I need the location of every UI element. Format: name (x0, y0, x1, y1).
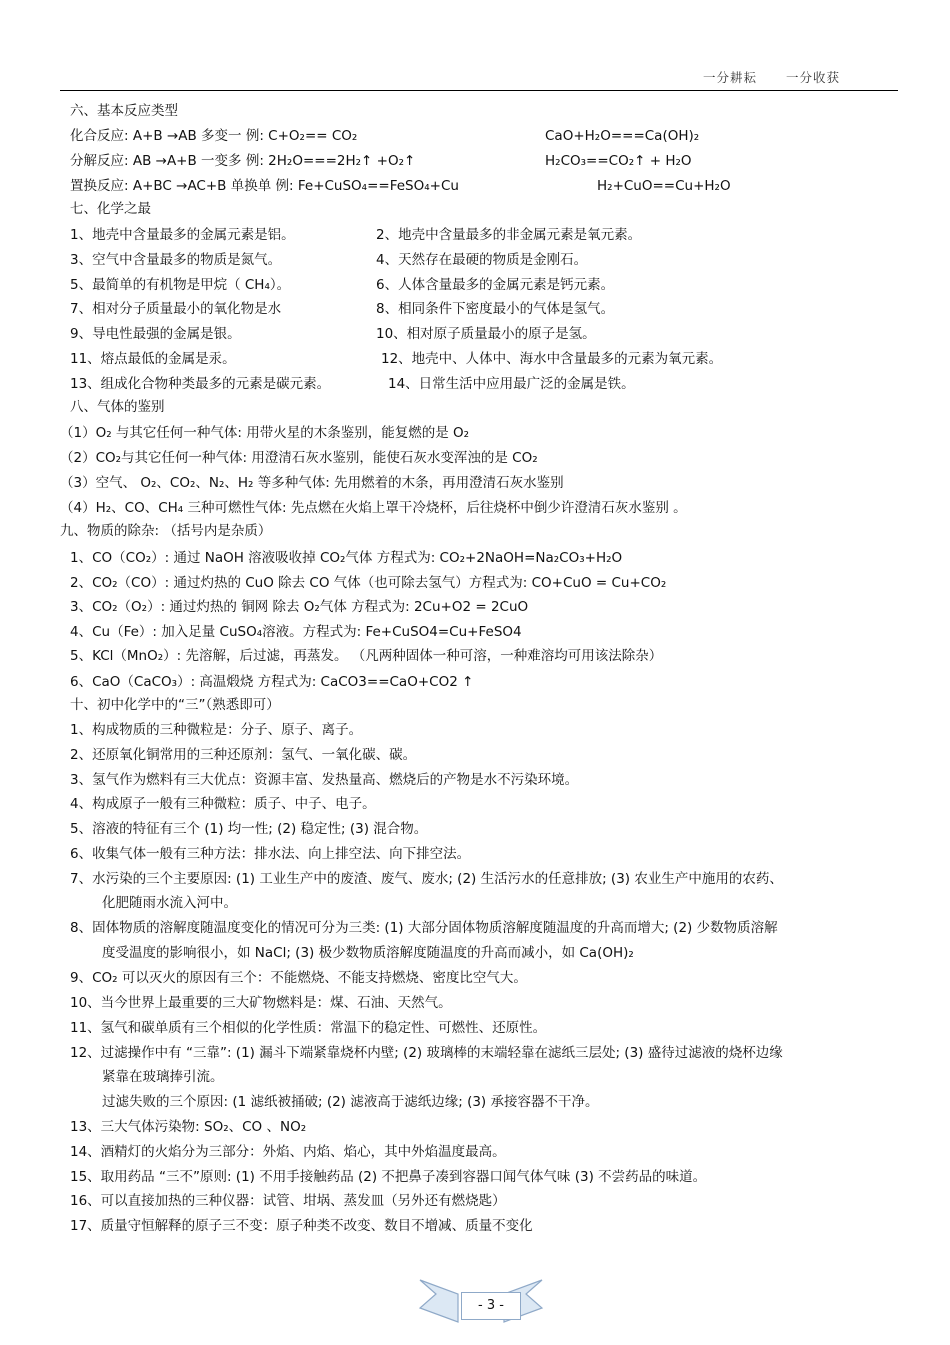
text-line (60, 499, 687, 517)
line-text: 置换反应: A+BC →AC+B 单换单 例: Fe+CuSO₄==FeSO₄+Cu (70, 178, 459, 194)
line-text: 九、物质的除杂: （括号内是杂质） (60, 523, 272, 539)
header-right: 一分收获 (785, 70, 840, 85)
line-text: 1、CO（CO₂）: 通过 NaOH 溶液吸收掉 CO₂气体 方程式为: CO₂+2NaOH=Na₂CO₃+H₂O (70, 550, 623, 566)
line-text-col2: 14、日常生活中应用最广泛的金属是铁。 (388, 376, 635, 392)
text-line (60, 522, 271, 540)
line-text-col2: 6、人体含量最多的金属元素是钙元素。 (376, 277, 615, 293)
line-text-col2: H₂CO₃==CO₂↑ + H₂O (545, 153, 692, 169)
line-text: 16、可以直接加热的三种仪器：试管、坩埚、蒸发皿（另外还有燃烧匙） (70, 1193, 506, 1209)
text-line (70, 1168, 706, 1186)
text-line (70, 820, 427, 838)
header-rule (60, 90, 898, 91)
text-line (70, 251, 281, 269)
line-text: 2、CO₂（CO）: 通过灼热的 CuO 除去 CO 气体（也可除去氢气）方程式为: CO+CuO = Cu+CO₂ (70, 575, 667, 591)
text-line (70, 746, 416, 764)
text-line (102, 894, 237, 912)
text-line (102, 1093, 599, 1111)
line-text: 八、气体的鉴别 (70, 399, 165, 415)
line-text: 6、收集气体一般有三种方法：排水法、向上排空法、向下排空法。 (70, 846, 471, 862)
text-line (70, 102, 178, 120)
line-text: 9、CO₂ 可以灭火的原因有三个：不能燃烧、不能支持燃烧、密度比空气大。 (70, 970, 527, 986)
line-text: 4、Cu（Fe）: 加入足量 CuSO₄溶液。方程式为: Fe+CuSO4=Cu+FeSO4 (70, 624, 522, 640)
line-text: （3）空气、 O₂、CO₂、N₂、H₂ 等多种气体: 先用燃着的木条，再用澄清石灰水鉴别 (60, 475, 564, 491)
text-line (70, 845, 470, 863)
line-text: 11、氢气和碳单质有三个相似的化学性质：常温下的稳定性、可燃性、还原性。 (70, 1020, 547, 1036)
line-text-col2: 8、相同条件下密度最小的气体是氢气。 (376, 301, 615, 317)
text-line (102, 1068, 224, 1086)
line-text: 化合反应: A+B →AB 多变一 例: C+O₂== CO₂ (70, 128, 358, 144)
text-line (70, 1118, 306, 1136)
line-text-col2: 4、天然存在最硬的物质是金刚石。 (376, 252, 588, 268)
text-line (70, 226, 295, 244)
line-text: 7、相对分子质量最小的氧化物是水 (70, 301, 282, 317)
text-line (70, 276, 290, 294)
line-text: 17、质量守恒解释的原子三不变：原子种类不改变、数目不增减、质量不变化 (70, 1218, 533, 1234)
text-line (70, 152, 415, 170)
line-text: 7、水污染的三个主要原因: (1) 工业生产中的废渣、废气、废水; (2) 生活污水的任意排放; (3) 农业生产中施用的农药、 (70, 871, 783, 887)
text-line (70, 721, 362, 739)
line-text: 10、当今世界上最重要的三大矿物燃料是：煤、石油、天然气。 (70, 995, 452, 1011)
line-text: 紧靠在玻璃捧引流。 (102, 1069, 224, 1085)
text-line (70, 1143, 506, 1161)
text-line (102, 944, 634, 962)
line-text: 9、导电性最强的金属是银。 (70, 326, 241, 342)
text-line (70, 1192, 506, 1210)
text-line (70, 350, 236, 368)
text-line (70, 574, 666, 592)
text-line (60, 449, 538, 467)
page-number: - 3 - (461, 1292, 521, 1320)
text-line (70, 795, 376, 813)
line-text: 2、还原氧化铜常用的三种还原剂：氢气、一氧化碳、碳。 (70, 747, 417, 763)
text-line (70, 1217, 533, 1235)
line-text-col2: 10、相对原子质量最小的原子是氢。 (376, 326, 596, 342)
line-text: 3、CO₂（O₂）: 通过灼热的 铜网 除去 O₂气体 方程式为: 2Cu+O2 = 2CuO (70, 599, 529, 615)
header-left: 一分耕耘 (702, 70, 757, 85)
text-line (70, 598, 528, 616)
line-text: 11、熔点最低的金属是汞。 (70, 351, 236, 367)
line-text: 5、最简单的有机物是甲烷（ CH₄）。 (70, 277, 291, 293)
text-line (70, 994, 452, 1012)
line-text: 6、CaO（CaCO₃）: 高温煅烧 方程式为: CaCO3==CaO+CO2 ↑ (70, 674, 474, 690)
line-text: 13、组成化合物种类最多的元素是碳元素。 (70, 376, 331, 392)
text-line (70, 771, 578, 789)
line-text-col2: CaO+H₂O===Ca(OH)₂ (545, 128, 700, 144)
text-line (70, 673, 473, 691)
line-text: 15、取用药品 “三不”原则: (1) 不用手接触药品 (2) 不把鼻子凑到容器口闻气体气味 (3) 不尝药品的味道。 (70, 1169, 707, 1185)
text-line (70, 623, 522, 641)
line-text: （4）H₂、CO、CH₄ 三种可燃性气体: 先点燃在火焰上罩干冷烧杯，后往烧杯中倒少许澄清石灰水鉴别 。 (60, 500, 687, 516)
text-line (60, 474, 564, 492)
text-line (70, 200, 151, 218)
text-line (70, 1019, 546, 1037)
text-line (70, 919, 778, 937)
line-text: 12、过滤操作中有 “三靠”: (1) 漏斗下端紧靠烧杯内壁; (2) 玻璃棒的末端轻靠在滤纸三层处; (3) 盛待过滤液的烧杯边缘 (70, 1045, 783, 1061)
line-text: （1）O₂ 与其它任何一种气体: 用带火星的木条鉴别，能复燃的是 O₂ (60, 425, 470, 441)
line-text: 十、初中化学中的“三”（熟悉即可） (70, 697, 280, 713)
line-text-col2: 2、地壳中含量最多的非金属元素是氧元素。 (376, 227, 642, 243)
line-text: 13、三大气体污染物: SO₂、CO 、NO₂ (70, 1119, 307, 1135)
text-line (70, 696, 280, 714)
line-text: 5、溶液的特征有三个 (1) 均一性; (2) 稳定性; (3) 混合物。 (70, 821, 428, 837)
line-text-col2: H₂+CuO==Cu+H₂O (597, 178, 731, 194)
line-text: 1、地壳中含量最多的金属元素是铝。 (70, 227, 295, 243)
line-text: 1、构成物质的三种微粒是：分子、原子、离子。 (70, 722, 363, 738)
text-line (70, 549, 622, 567)
line-text: 化肥随雨水流入河中。 (102, 895, 237, 911)
line-text-col2: 12、地壳中、人体中、海水中含量最多的元素为氧元素。 (381, 351, 723, 367)
text-line (70, 325, 241, 343)
text-line (70, 127, 357, 145)
line-text: （2）CO₂与其它任何一种气体: 用澄清石灰水鉴别，能使石灰水变浑浊的是 CO₂ (60, 450, 538, 466)
text-line (70, 647, 662, 665)
line-text: 过滤失败的三个原因: (1 滤纸被捅破; (2) 滤液高于滤纸边缘; (3) 承接容器不干净。 (102, 1094, 599, 1110)
line-text: 3、空气中含量最多的物质是氮气。 (70, 252, 282, 268)
line-text: 5、KCl（MnO₂）: 先溶解，后过滤，再蒸发。 （凡两种固体一种可溶，一种难溶均可用该法除杂） (70, 648, 663, 664)
text-line (70, 1044, 783, 1062)
text-line (70, 870, 783, 888)
text-line (70, 398, 165, 416)
line-text: 4、构成原子一般有三种微粒：质子、中子、电子。 (70, 796, 376, 812)
line-text: 3、氢气作为燃料有三大优点：资源丰富、发热量高、燃烧后的产物是水不污染环境。 (70, 772, 579, 788)
line-text: 8、固体物质的溶解度随温度变化的情况可分为三类: (1) 大部分固体物质溶解度随温度的升高而增大; (2) 少数物质溶解 (70, 920, 778, 936)
line-text: 14、酒精灯的火焰分为三部分：外焰、内焰、焰心，其中外焰温度最高。 (70, 1144, 506, 1160)
text-line (70, 300, 281, 318)
text-line (70, 177, 459, 195)
line-text: 度受温度的影响很小，如 NaCl; (3) 极少数物质溶解度随温度的升高而减小，如 Ca(OH)₂ (102, 945, 634, 961)
line-text: 分解反应: AB →A+B 一变多 例: 2H₂O===2H₂↑ +O₂↑ (70, 153, 416, 169)
line-text: 七、化学之最 (70, 201, 151, 217)
page-header (679, 68, 840, 86)
text-line (70, 375, 330, 393)
text-line (60, 424, 469, 442)
text-line (70, 969, 527, 987)
line-text: 六、基本反应类型 (70, 103, 178, 119)
